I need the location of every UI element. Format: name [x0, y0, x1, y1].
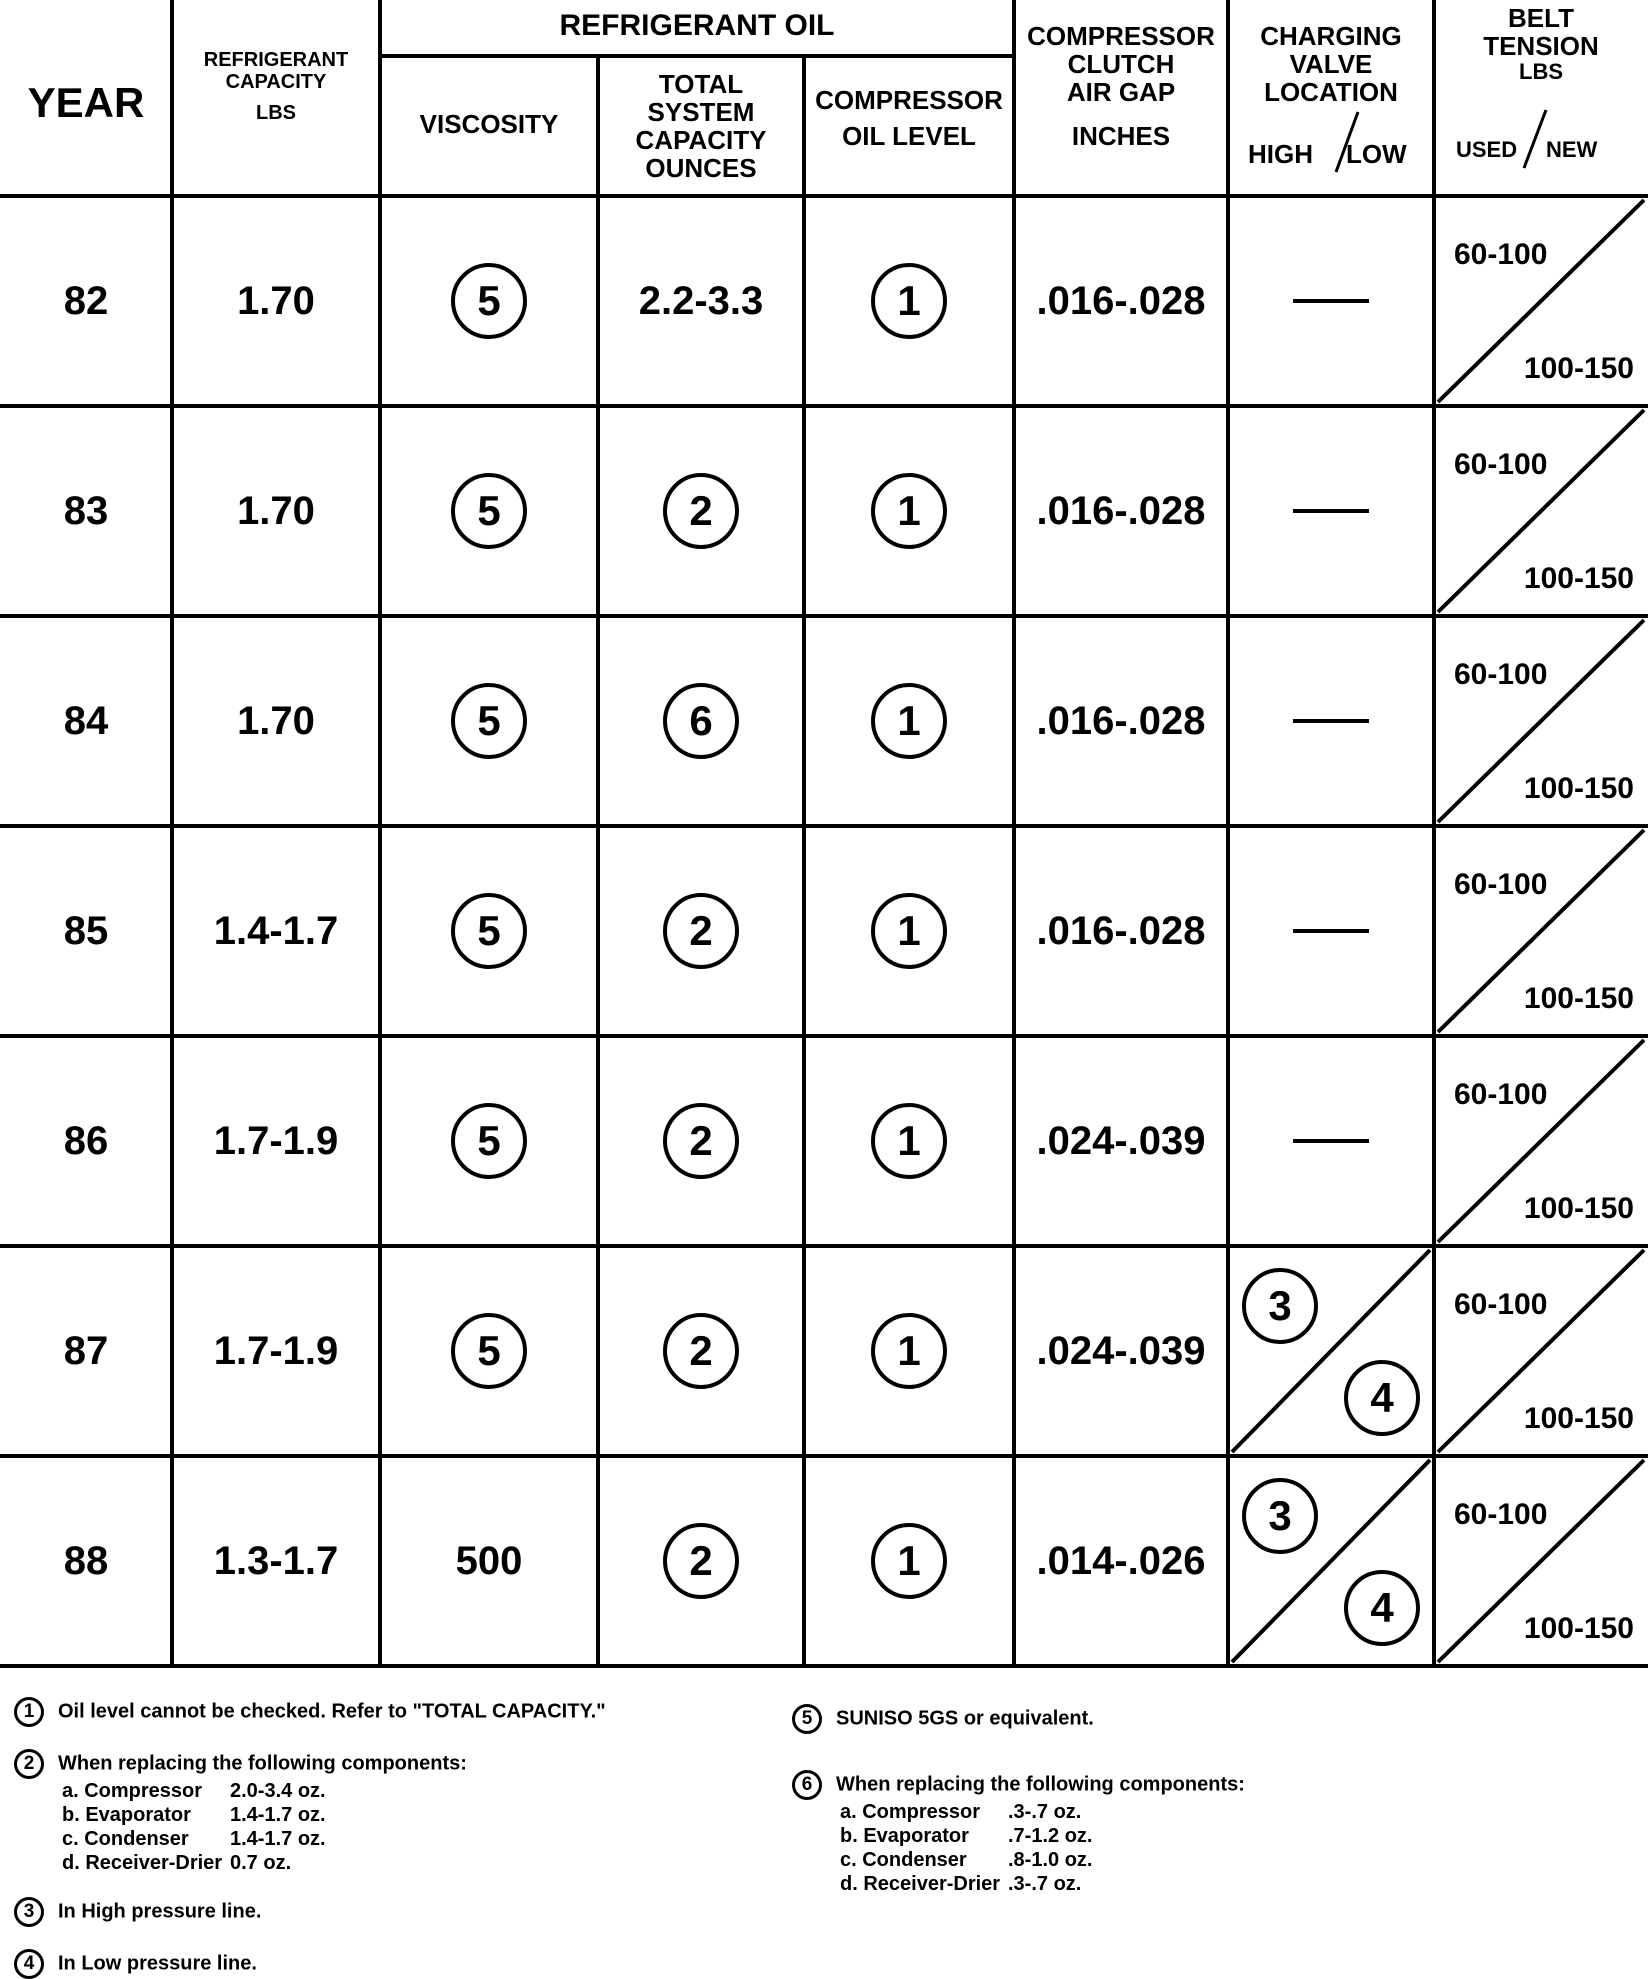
- total-capacity-note-marker: 2: [663, 1523, 739, 1599]
- footnote: [14, 1949, 257, 1979]
- valve-low-marker: 4: [1344, 1360, 1420, 1436]
- belt-new-value: 100-150: [1523, 1612, 1634, 1645]
- belt-used-value: 60-100: [1454, 658, 1548, 691]
- footnote-sub-label: c. Condenser: [62, 1828, 189, 1850]
- footnote-sub-item: [62, 1827, 467, 1851]
- oil-level-cell: [804, 196, 1014, 406]
- year-cell: 85: [63, 908, 109, 953]
- oil-level-note-marker: 1: [871, 893, 947, 969]
- viscosity-cell: [380, 1246, 598, 1456]
- footnote-number-marker: 1: [14, 1697, 44, 1727]
- footnote-sub-label: a. Compressor: [840, 1801, 981, 1823]
- footnote-text: When replacing the following components:: [58, 1752, 467, 1775]
- charging-valve-cell: [1228, 406, 1434, 616]
- oil-level-cell: [804, 826, 1014, 1036]
- footnote: [14, 1749, 467, 1875]
- total-capacity-note-marker: 2: [663, 1103, 739, 1179]
- refrigerant-capacity-cell: 1.4-1.7: [213, 908, 339, 953]
- belt-tension-cell: [1434, 406, 1648, 616]
- oil-level-note-marker: 1: [871, 683, 947, 759]
- footnote-sub-item: [62, 1851, 467, 1875]
- footnote-number-marker: 6: [792, 1770, 822, 1800]
- footnote-number-marker: 4: [14, 1949, 44, 1979]
- belt-used-value: 60-100: [1454, 448, 1548, 481]
- footnote-sub-value: .3-.7 oz.: [1008, 1873, 1082, 1895]
- valve-high-marker: 3: [1242, 1268, 1318, 1344]
- total-capacity-cell: 2.2-3.3: [638, 278, 764, 323]
- total-capacity-cell: [598, 826, 804, 1036]
- charging-valve-cell: [1228, 826, 1434, 1036]
- footnote-text: SUNISO 5GS or equivalent.: [836, 1707, 1094, 1730]
- belt-new-value: 100-150: [1523, 1402, 1634, 1435]
- footnote-number-marker: 2: [14, 1749, 44, 1779]
- year-cell: 84: [63, 698, 109, 743]
- header-year: YEAR: [27, 79, 145, 126]
- viscosity-note-marker: 5: [451, 1103, 527, 1179]
- belt-tension-cell: [1434, 1036, 1648, 1246]
- footnote-line: [14, 1949, 257, 1979]
- belt-new-value: 100-150: [1523, 772, 1634, 805]
- footnote-sub-item: [840, 1848, 1245, 1872]
- belt-new-value: 100-150: [1523, 1192, 1634, 1225]
- refrigerant-capacity-cell: 1.7-1.9: [213, 1328, 339, 1373]
- air-gap-cell: .016-.028: [1036, 278, 1206, 323]
- header-refrigerant-capacity: REFRIGERANT CAPACITY LBS: [203, 49, 349, 125]
- air-gap-cell: .014-.026: [1036, 1538, 1206, 1583]
- viscosity-cell: [380, 826, 598, 1036]
- not-applicable-dash: [1293, 509, 1369, 513]
- viscosity-cell: 500: [455, 1538, 523, 1583]
- footnote-sub-label: d. Receiver-Drier: [840, 1873, 1001, 1895]
- belt-tension-cell: [1434, 1246, 1648, 1456]
- not-applicable-dash: [1293, 299, 1369, 303]
- oil-level-cell: [804, 1246, 1014, 1456]
- footnote-text: In High pressure line.: [58, 1900, 262, 1923]
- refrigerant-capacity-cell: 1.7-1.9: [213, 1118, 339, 1163]
- total-capacity-cell: [598, 616, 804, 826]
- belt-new-value: 100-150: [1523, 562, 1634, 595]
- footnote-line: [14, 1897, 261, 1927]
- total-capacity-cell: [598, 1036, 804, 1246]
- belt-tension-cell: [1434, 616, 1648, 826]
- header-belt-new: NEW: [1546, 137, 1598, 162]
- footnote-line: [14, 1697, 606, 1727]
- footnote-sub-item: [840, 1824, 1245, 1848]
- footnote-sub-label: c. Condenser: [840, 1849, 967, 1871]
- footnote-line: [792, 1770, 1245, 1800]
- year-cell: 86: [63, 1118, 109, 1163]
- header-viscosity: VISCOSITY: [419, 109, 559, 139]
- charging-valve-cell: [1228, 1036, 1434, 1246]
- belt-used-value: 60-100: [1454, 1288, 1548, 1321]
- footnote-sub-item: [840, 1800, 1245, 1824]
- oil-level-cell: [804, 616, 1014, 826]
- footnote-sub-label: b. Evaporator: [840, 1825, 969, 1847]
- total-capacity-cell: [598, 1456, 804, 1666]
- oil-level-note-marker: 1: [871, 1523, 947, 1599]
- viscosity-note-marker: 5: [451, 1313, 527, 1389]
- footnote-sub-value: 1.4-1.7 oz.: [230, 1828, 326, 1850]
- year-cell: 82: [63, 278, 109, 323]
- header-charging-valve: CHARGING VALVE LOCATION: [1260, 21, 1402, 108]
- oil-level-note-marker: 1: [871, 473, 947, 549]
- total-capacity-note-marker: 2: [663, 1313, 739, 1389]
- air-gap-cell: .016-.028: [1036, 698, 1206, 743]
- footnote-number-marker: 3: [14, 1897, 44, 1927]
- header-clutch-air-gap: COMPRESSOR CLUTCH AIR GAP INCHES: [1027, 21, 1215, 152]
- air-gap-cell: .024-.039: [1036, 1328, 1206, 1373]
- belt-new-value: 100-150: [1523, 352, 1634, 385]
- header-charging-high: HIGH: [1248, 139, 1313, 169]
- oil-level-note-marker: 1: [871, 1313, 947, 1389]
- belt-used-value: 60-100: [1454, 1498, 1548, 1531]
- footnote-sub-value: .3-.7 oz.: [1008, 1801, 1082, 1823]
- footnote-text: Oil level cannot be checked. Refer to "TOTAL CAPACITY.": [58, 1700, 606, 1723]
- viscosity-note-marker: 5: [451, 263, 527, 339]
- oil-level-note-marker: 1: [871, 263, 947, 339]
- refrigerant-capacity-cell: 1.70: [237, 278, 315, 323]
- belt-tension-cell: [1434, 1456, 1648, 1666]
- total-capacity-note-marker: 6: [663, 683, 739, 759]
- belt-tension-cell: [1434, 196, 1648, 406]
- footnote-sub-item: [62, 1803, 467, 1827]
- year-cell: 83: [63, 488, 109, 533]
- air-gap-cell: .016-.028: [1036, 488, 1206, 533]
- refrigerant-capacity-cell: 1.70: [237, 698, 315, 743]
- header-total-capacity: TOTAL SYSTEM CAPACITY OUNCES: [635, 69, 767, 184]
- header-slash: [1524, 110, 1546, 168]
- footnote-text: When replacing the following components:: [836, 1773, 1245, 1796]
- header-charging-low: LOW: [1346, 139, 1407, 169]
- refrigerant-capacity-cell: 1.70: [237, 488, 315, 533]
- viscosity-cell: [380, 616, 598, 826]
- viscosity-note-marker: 5: [451, 473, 527, 549]
- header-belt-tension: BELT TENSION LBS: [1483, 3, 1599, 85]
- footnote: [14, 1697, 606, 1727]
- total-capacity-cell: [598, 406, 804, 616]
- footnote-sub-value: 0.7 oz.: [230, 1852, 292, 1874]
- viscosity-cell: [380, 196, 598, 406]
- charging-valve-cell: [1228, 1246, 1434, 1456]
- valve-low-marker: 4: [1344, 1570, 1420, 1646]
- viscosity-cell: [380, 406, 598, 616]
- belt-used-value: 60-100: [1454, 868, 1548, 901]
- belt-used-value: 60-100: [1454, 238, 1548, 271]
- footnote-sub-item: [62, 1779, 467, 1803]
- header-oil-level: COMPRESSOR OIL LEVEL: [815, 85, 1003, 152]
- viscosity-note-marker: 5: [451, 683, 527, 759]
- viscosity-note-marker: 5: [451, 893, 527, 969]
- footnote-sub-value: 1.4-1.7 oz.: [230, 1804, 326, 1826]
- footnote-number-marker: 5: [792, 1704, 822, 1734]
- belt-tension-cell: [1434, 826, 1648, 1036]
- valve-high-marker: 3: [1242, 1478, 1318, 1554]
- footnote-text: In Low pressure line.: [58, 1952, 257, 1975]
- belt-new-value: 100-150: [1523, 982, 1634, 1015]
- footnote-sub-label: b. Evaporator: [62, 1804, 191, 1826]
- not-applicable-dash: [1293, 719, 1369, 723]
- footnote-line: [14, 1749, 467, 1779]
- total-capacity-note-marker: 2: [663, 473, 739, 549]
- total-capacity-note-marker: 2: [663, 893, 739, 969]
- not-applicable-dash: [1293, 929, 1369, 933]
- footnote-sub-label: a. Compressor: [62, 1780, 203, 1802]
- oil-level-cell: [804, 1456, 1014, 1666]
- footnote-sub-value: 2.0-3.4 oz.: [230, 1780, 326, 1802]
- oil-level-note-marker: 1: [871, 1103, 947, 1179]
- oil-level-cell: [804, 1036, 1014, 1246]
- not-applicable-dash: [1293, 1139, 1369, 1143]
- belt-used-value: 60-100: [1454, 1078, 1548, 1111]
- charging-valve-cell: [1228, 616, 1434, 826]
- footnote: [792, 1770, 1245, 1896]
- year-cell: 87: [63, 1328, 109, 1373]
- header-belt-used: USED: [1456, 137, 1518, 162]
- header-refrigerant-oil: REFRIGERANT OIL: [559, 9, 835, 42]
- air-gap-cell: .016-.028: [1036, 908, 1206, 953]
- refrigerant-capacity-cell: 1.3-1.7: [213, 1538, 339, 1583]
- total-capacity-cell: [598, 1246, 804, 1456]
- viscosity-cell: [380, 1036, 598, 1246]
- footnote-sub-value: .7-1.2 oz.: [1008, 1825, 1093, 1847]
- footnote-sub-label: d. Receiver-Drier: [62, 1852, 223, 1874]
- charging-valve-cell: [1228, 1456, 1434, 1666]
- year-cell: 88: [63, 1538, 109, 1583]
- footnote-sub-item: [840, 1872, 1245, 1896]
- footnote-sub-value: .8-1.0 oz.: [1008, 1849, 1093, 1871]
- oil-level-cell: [804, 406, 1014, 616]
- charging-valve-cell: [1228, 196, 1434, 406]
- air-gap-cell: .024-.039: [1036, 1118, 1206, 1163]
- footnote: [14, 1897, 261, 1927]
- footnote-line: [792, 1704, 1094, 1734]
- footnote: [792, 1704, 1094, 1734]
